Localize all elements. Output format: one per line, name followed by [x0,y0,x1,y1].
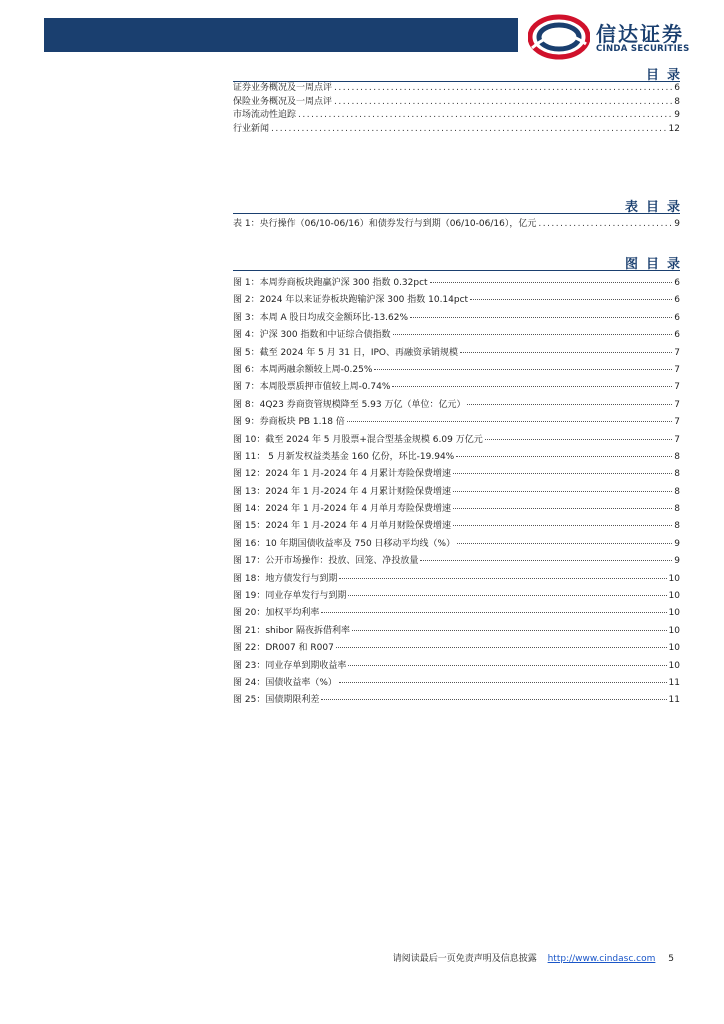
figure-item[interactable] [233,414,680,431]
cinda-logo-icon [528,14,590,60]
toc-item-label: 保险业务概况及一周点评 [233,96,333,107]
figure-item-label: 图 4：沪深 300 指数和中证综合债指数 [233,330,391,341]
figure-item-label: 图 10：截至 2024 年 5 月股票+混合型基金规模 6.09 万亿元 [233,434,483,445]
footer-link[interactable]: http://www.cindasc.com [547,954,656,964]
figure-item[interactable] [233,292,680,309]
figure-item-label: 图 12：2024 年 1 月-2024 年 4 月累计寿险保费增速 [233,469,451,480]
footer-disclaimer: 请阅读最后一页免责声明及信息披露 [392,954,537,964]
figure-item-label: 图 6：本周两融余额较上周-0.25% [233,364,373,375]
figure-leader [336,647,667,648]
figure-item[interactable] [233,484,680,501]
figure-leader [393,334,673,335]
figure-item-page: 8 [674,504,680,515]
toc-item-page: 8 [674,96,680,107]
figure-item[interactable] [233,501,680,518]
figure-leader [470,299,672,300]
figure-item[interactable] [233,605,680,622]
figure-item-page: 7 [674,382,680,393]
figure-item-page: 10 [668,591,680,602]
toc-list [233,82,680,136]
figure-item[interactable] [233,345,680,362]
figure-item-label: 图 8：4Q23 券商资管规模降至 5.93 万亿（单位：亿元） [233,399,466,410]
figure-item-page: 8 [674,469,680,480]
figure-item[interactable] [233,449,680,466]
figure-item-label: 图 13：2024 年 1 月-2024 年 4 月累计财险保费增速 [233,486,451,497]
figure-item[interactable] [233,588,680,605]
figure-item-page: 11 [668,695,680,706]
figure-item[interactable] [233,432,680,449]
figure-item-label: 图 7：本周股票质押市值较上周-0.74% [233,382,391,393]
figure-leader [457,543,672,544]
figure-item-label: 图 5：截至 2024 年 5 月 31 日，IPO、再融资承销规模 [233,347,459,358]
figure-item-page: 8 [674,521,680,532]
figure-item-page: 7 [674,434,680,445]
figure-leader [321,699,666,700]
figure-leader [456,456,672,457]
figure-leader [485,439,673,440]
tables-list [233,218,680,232]
figure-item-page: 8 [674,486,680,497]
logo-english-text: CINDA SECURITIES [596,44,690,54]
toc-item-page: 9 [674,110,680,120]
figure-leader [420,560,672,561]
figure-item-page: 7 [674,347,680,358]
figure-item-label: 图 21：shibor 隔夜拆借利率 [233,625,350,636]
figure-item[interactable] [233,379,680,396]
figure-item[interactable] [233,327,680,344]
figure-item-label: 图 17：公开市场操作：投放、回笼、净投放量 [233,556,419,567]
figure-item-page: 8 [674,451,680,462]
figure-item-label: 图 9：券商板块 PB 1.18 倍 [233,417,345,428]
footer-page-number: 5 [668,954,674,964]
figure-item[interactable] [233,466,680,483]
figure-item-page: 6 [674,295,680,306]
figure-leader [352,630,667,631]
figure-item-page: 10 [668,660,680,671]
figure-leader [467,404,672,405]
toc-leader [298,109,672,123]
toc-title: 目录 [645,68,688,83]
figure-leader [321,612,666,613]
figure-item[interactable] [233,692,680,709]
figure-item[interactable] [233,362,680,379]
toc-item-label: 市场流动性追踪 [233,110,297,120]
figure-leader [453,491,672,492]
figure-leader [339,578,666,579]
cinda-logo [528,14,708,60]
figure-item-label: 图 22：DR007 和 R007 [233,643,334,654]
figure-item[interactable] [233,397,680,414]
figure-item-label: 图 3：本周 A 股日均成交金额环比-13.62% [233,312,409,323]
figure-item-page: 10 [668,573,680,584]
figures-title: 图目录 [624,257,688,272]
figure-item-page: 6 [674,330,680,341]
toc-item-label: 证券业务概况及一周点评 [233,83,333,93]
figure-item[interactable] [233,640,680,657]
toc-item[interactable] [233,109,680,123]
figure-item-label: 图 14：2024 年 1 月-2024 年 4 月单月寿险保费增速 [233,504,451,515]
figure-item-page: 10 [668,608,680,619]
toc-item-page: 6 [674,83,680,93]
toc-leader [271,123,667,137]
figure-leader [460,352,672,353]
figure-item-label: 图 11： 5 月新发权益类基金 160 亿份，环比-19.94% [233,451,455,462]
toc-item-label: 行业新闻 [233,123,270,134]
figure-item[interactable] [233,310,680,327]
toc-divider [233,71,680,82]
figure-leader [339,682,667,683]
figure-leader [410,317,672,318]
figure-item-page: 11 [668,677,680,688]
figure-item-page: 7 [674,417,680,428]
logo-chinese-text: 信达证券 [596,22,684,46]
figure-item-label: 图 25：国债期限利差 [233,695,320,706]
figure-leader [453,508,672,509]
figure-item-label: 图 24：国债收益率（%） [233,677,337,688]
figure-item-label: 图 1：本周券商板块跑赢沪深 300 指数 0.32pct [233,278,428,288]
figure-item-page: 9 [674,538,680,549]
toc-leader [334,96,672,110]
figure-item-page: 6 [674,278,680,288]
figures-divider [233,260,680,271]
figure-item-page: 7 [674,399,680,410]
table-item-label: 表 1：央行操作（06/10-06/16）和债券发行与到期（06/10-06/16），亿元 [233,219,537,229]
footer [393,951,674,964]
figure-item[interactable] [233,571,680,588]
figure-item[interactable] [233,553,680,570]
toc-leader [334,82,672,96]
figure-item-page: 6 [674,312,680,323]
figure-item[interactable] [233,623,680,640]
figure-leader [453,473,672,474]
figure-item-label: 图 20：加权平均利率 [233,608,320,619]
tables-divider [233,203,680,214]
table-leader [538,218,672,232]
figure-item-page: 7 [674,364,680,375]
figure-item-label: 图 16：10 年期国债收益率及 750 日移动平均线（%） [233,538,456,549]
figure-item[interactable] [233,275,680,292]
figure-item[interactable] [233,536,680,553]
figure-leader [430,282,673,283]
toc-item-page: 12 [668,123,680,134]
figure-leader [453,525,672,526]
figure-leader [348,595,666,596]
figure-item-label: 图 15：2024 年 1 月-2024 年 4 月单月财险保费增速 [233,521,451,532]
figure-item-label: 图 2：2024 年以来证券板块跑输沪深 300 指数 10.14pct [233,295,469,306]
tables-title: 表目录 [624,200,688,215]
table-item-page: 9 [674,219,680,229]
toc-item[interactable] [233,82,680,96]
figure-item-label: 图 18：地方债发行与到期 [233,573,338,584]
table-item[interactable] [233,218,680,232]
figure-leader [348,665,666,666]
figure-leader [392,386,672,387]
figure-item[interactable] [233,658,680,675]
figure-item[interactable] [233,675,680,692]
figure-item-label: 图 19：同业存单发行与到期 [233,591,347,602]
figure-item[interactable] [233,518,680,535]
toc-item[interactable] [233,96,680,110]
figure-item-page: 10 [668,625,680,636]
figures-list [233,275,680,710]
figure-item-page: 9 [674,556,680,567]
figure-leader [347,421,672,422]
figure-leader [374,369,672,370]
toc-item[interactable] [233,123,680,137]
figure-item-page: 10 [668,643,680,654]
header-bar [44,18,518,52]
figure-item-label: 图 23：同业存单到期收益率 [233,660,347,671]
